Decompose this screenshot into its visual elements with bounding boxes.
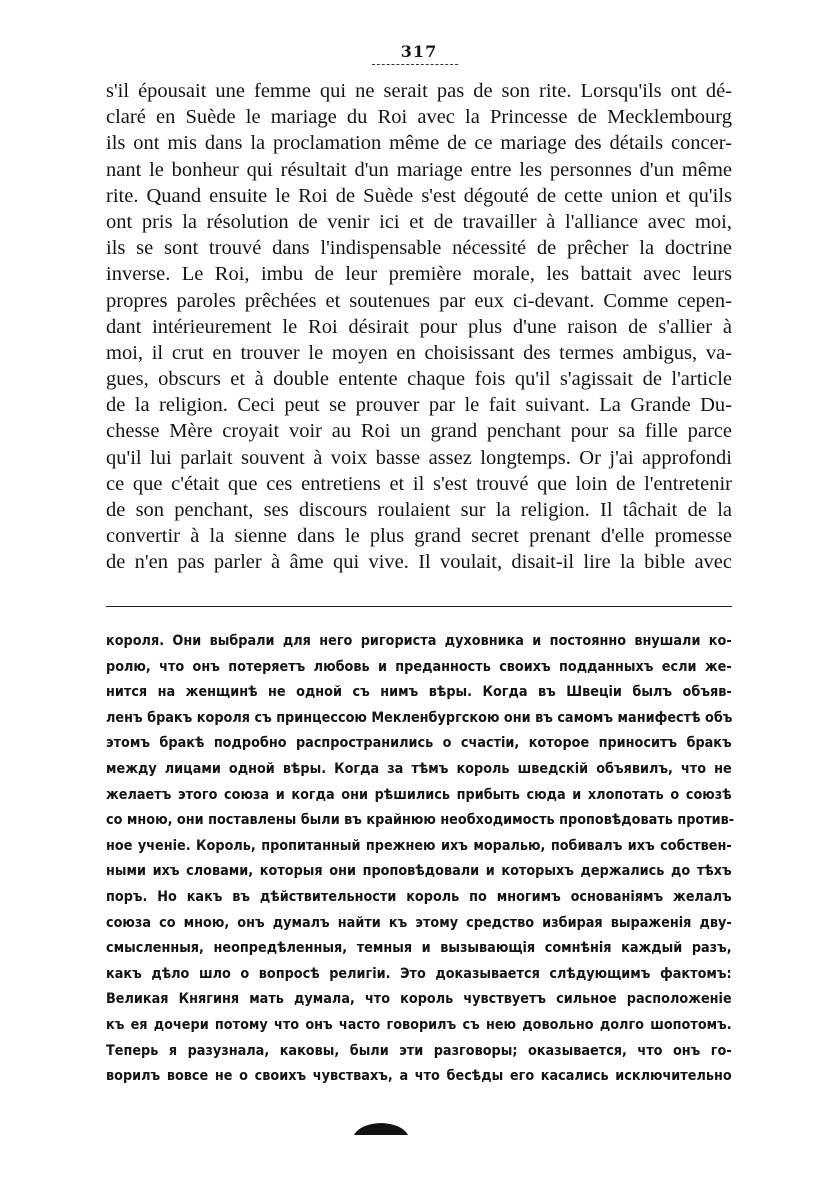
french-line: ce que c'était que ces entretiens et il s'est trouvé que loin de l'entretenir xyxy=(106,472,732,495)
french-line: moi, il crut en trouver le moyen en choisissant des termes ambigus, va- xyxy=(106,341,732,364)
french-line: qu'il lui parlait souvent à voix basse assez longtemps. Or j'ai approfondi xyxy=(106,446,732,469)
french-line: propres paroles prêchées et soutenues par eux ci-devant. Comme cepen- xyxy=(106,289,732,312)
french-line: de n'en pas parler à âme qui vive. Il voulait, disait-il lire la bible avec xyxy=(106,551,732,574)
french-line: convertir à la sienne dans le plus grand secret prenant d'elle promesse xyxy=(106,525,732,548)
russian-line: союза со мною, онъ думалъ найти къ этому средство избирая выраженія дву- xyxy=(106,913,732,931)
french-line: s'il épousait une femme qui ne serait pas de son rite. Lorsqu'ils ont dé- xyxy=(106,80,732,102)
footnote-separator xyxy=(106,606,732,607)
russian-line: поръ. Но какъ въ дѣйствительности король по многимъ основаніямъ желалъ xyxy=(106,887,732,905)
french-line: inverse. Le Roi, imbu de leur première morale, les battait avec leurs xyxy=(106,263,732,286)
french-line: ont pris la résolution de venir ici et de travailler à l'alliance avec moi, xyxy=(106,210,732,233)
russian-line: между лицами одной вѣры. Когда за тѣмъ король шведскій объявилъ, что не xyxy=(106,759,732,777)
russian-line: этомъ бракѣ подробно распространились о счастіи, которое приноситъ бракъ xyxy=(106,734,732,752)
russian-line: ворилъ вовсе не о своихъ чувствахъ, а что бесѣды его касались исключительно xyxy=(106,1067,732,1085)
russian-line: какъ дѣло шло о вопросѣ религіи. Это доказывается слѣдующимъ фактомъ: xyxy=(106,964,732,982)
french-line: gues, obscurs et à double entente chaque fois qu'il s'agissait de l'article xyxy=(106,368,732,391)
page-number-rule xyxy=(372,64,458,65)
russian-line: нится на женщинѣ не одной съ нимъ вѣры. Когда въ Швеціи былъ объяв- xyxy=(106,683,732,701)
french-line: nant le bonheur qui résultait d'un mariage entre les personnes d'un même xyxy=(106,158,732,181)
russian-line: ное ученіе. Король, пропитанный прежнею ихъ моралью, побивалъ ихъ собствен- xyxy=(106,836,732,854)
russian-translation-block xyxy=(106,628,735,1089)
russian-line: къ ея дочери потому что онъ часто говорилъ съ нею довольно долго шопотомъ. xyxy=(106,1015,732,1033)
russian-line: смысленныя, неопредѣленныя, темныя и вызывающія сомнѣнія каждый разъ, xyxy=(106,939,732,957)
french-line: claré en Suède le mariage du Roi avec la Princesse de Mecklembourg xyxy=(106,106,732,129)
french-line: rite. Quand ensuite le Roi de Suède s'est dégouté de cette union et qu'ils xyxy=(106,184,732,207)
french-line: chesse Mère croyait voir au Roi un grand penchant pour sa fille parce xyxy=(106,420,732,443)
russian-line: со мною, они поставлены были въ крайнюю необходимость проповѣдовать против- xyxy=(106,811,735,829)
tailpiece-ornament-icon xyxy=(352,1122,410,1136)
french-line: ils ont mis dans la proclamation même de ce mariage des détails concer- xyxy=(106,132,732,155)
french-line: de son penchant, ses discours roulaient sur la religion. Il tâchait de la xyxy=(106,499,732,521)
french-text-block xyxy=(106,78,732,576)
russian-line: Теперь я разузнала, каковы, были эти разговоры; оказывается, что онъ го- xyxy=(106,1041,732,1059)
french-line: dant intérieurement le Roi désirait pour plus d'une raison de s'allier à xyxy=(106,315,732,338)
russian-line: короля. Они выбрали для него ригориста духовника и постоянно внушали ко- xyxy=(106,632,732,649)
russian-line: желаетъ этого союза и когда они рѣшились прибыть сюда и хлопотать о союзѣ xyxy=(106,785,732,803)
russian-line: ными ихъ словами, которыя они проповѣдовали и которыхъ держались до тѣхъ xyxy=(106,862,732,880)
russian-line: Великая Княгиня мать думала, что король чувствуетъ сильное расположеніе xyxy=(106,990,732,1008)
french-line: ils se sont trouvé dans l'indispensable nécessité de prêcher la doctrine xyxy=(106,237,732,260)
french-line: de la religion. Ceci peut se prouver par le fait suivant. La Grande Du- xyxy=(106,394,732,417)
page-number: 317 xyxy=(400,42,438,61)
russian-line: ролю, что онъ потеряетъ любовь и преданность своихъ подданныхъ если же- xyxy=(106,657,732,675)
russian-line: ленъ бракъ короля съ принцессою Мекленбургскою они въ самомъ манифестѣ объ xyxy=(106,708,733,726)
